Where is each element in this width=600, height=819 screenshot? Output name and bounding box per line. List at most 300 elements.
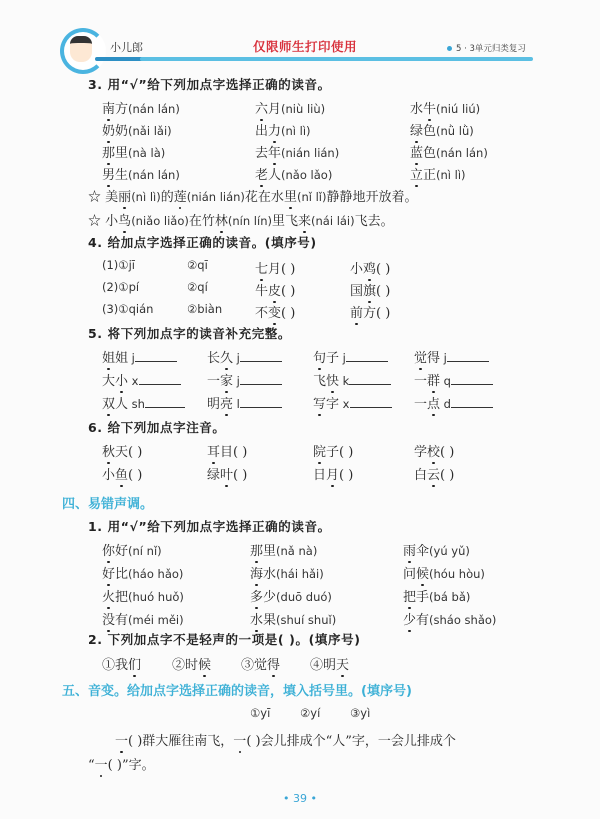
dotted-char: 候 xyxy=(416,567,430,582)
option-item[interactable] xyxy=(102,658,141,673)
list-item xyxy=(410,98,480,117)
pinyin-hint: x xyxy=(339,397,350,411)
pinyin-options[interactable]: (nín lín) xyxy=(227,214,272,228)
word xyxy=(414,397,440,412)
annotate-item[interactable] xyxy=(207,445,247,460)
pinyin-options[interactable]: (nán lán) xyxy=(128,102,180,116)
word xyxy=(403,567,429,582)
pinyin-choice-item[interactable] xyxy=(403,590,470,605)
answer-blank[interactable]: ( ) xyxy=(233,468,248,483)
char: 去 xyxy=(255,146,269,161)
word xyxy=(102,445,128,460)
list-item xyxy=(414,393,493,412)
char: 果 xyxy=(263,613,277,628)
char: 手 xyxy=(416,590,430,605)
option-1: (3)①qián xyxy=(102,302,154,316)
dotted-char: 来 xyxy=(298,214,312,229)
answer-blank[interactable] xyxy=(145,395,185,408)
word xyxy=(102,397,128,412)
list-item xyxy=(414,441,454,460)
dotted-char: 力 xyxy=(268,124,282,139)
dotted-char: 六 xyxy=(255,102,269,117)
answer-blank[interactable] xyxy=(350,395,392,408)
option-2: ②biàn xyxy=(187,302,223,316)
char: 人 xyxy=(268,168,282,183)
list-item xyxy=(403,586,470,605)
answer-item[interactable] xyxy=(350,284,390,299)
word xyxy=(255,262,281,277)
answer-blank[interactable] xyxy=(240,349,282,362)
pinyin-options[interactable]: (méi měi) xyxy=(128,613,184,627)
pinyin-choice-item[interactable] xyxy=(250,590,332,605)
dotted-char: 群 xyxy=(427,374,441,389)
dotted-char: 水 xyxy=(250,613,264,628)
answer-blank[interactable]: ( ) xyxy=(281,284,296,299)
pinyin-options[interactable]: (nán lán) xyxy=(436,146,488,160)
list-item xyxy=(102,586,184,605)
dotted-char: 男 xyxy=(102,168,116,183)
char: 小 xyxy=(350,262,364,277)
pinyin-choice-item[interactable] xyxy=(410,146,488,161)
list-item xyxy=(350,706,370,721)
pinyin-options[interactable]: (nǎo lǎo) xyxy=(281,168,333,182)
fill-item[interactable] xyxy=(313,397,392,412)
list-item xyxy=(102,370,181,389)
char: 人 xyxy=(115,397,129,412)
fill-item[interactable] xyxy=(414,351,489,366)
list-item xyxy=(250,563,324,582)
annotate-item[interactable] xyxy=(102,468,142,483)
list-item xyxy=(102,258,135,273)
pinyin-options[interactable]: (sháo shǎo) xyxy=(429,613,497,627)
fill-item[interactable] xyxy=(313,374,391,389)
dotted-char: 多 xyxy=(250,590,264,605)
word xyxy=(350,306,376,321)
bullet-dot-icon xyxy=(447,46,452,51)
answer-blank[interactable] xyxy=(135,349,177,362)
word xyxy=(207,445,233,460)
list-item xyxy=(255,280,295,299)
answer-blank[interactable]: ( ) xyxy=(376,262,391,277)
dotted-char: 觉 xyxy=(414,351,428,366)
fill-item[interactable] xyxy=(313,351,388,366)
dotted-char: 旗 xyxy=(363,284,377,299)
answer-blank[interactable]: ( ) xyxy=(339,445,354,460)
word xyxy=(254,658,280,673)
answer-blank[interactable]: ( ) xyxy=(440,468,455,483)
word xyxy=(255,124,281,139)
dotted-char: 得 xyxy=(267,658,281,673)
annotate-item[interactable] xyxy=(414,445,454,460)
pinyin-choice-item[interactable] xyxy=(255,124,311,139)
list-item xyxy=(102,464,142,483)
annotate-item[interactable] xyxy=(414,468,454,483)
word xyxy=(350,262,376,277)
option-1: (1)①jī xyxy=(102,258,135,272)
fill-item[interactable] xyxy=(414,374,493,389)
char: 生 xyxy=(115,168,129,183)
word xyxy=(414,374,440,389)
pinyin-options[interactable]: (shuí shuǐ) xyxy=(276,613,337,627)
word xyxy=(115,658,141,673)
pinyin-choice-item[interactable] xyxy=(403,544,470,559)
pinyin-options[interactable]: (bá bǎ) xyxy=(429,590,471,604)
char: 子 xyxy=(326,445,340,460)
answer-blank[interactable] xyxy=(346,349,388,362)
dotted-char: 前 xyxy=(350,306,364,321)
pinyin-hint: l xyxy=(233,397,240,411)
list-item xyxy=(102,441,142,460)
dotted-char: 好 xyxy=(102,567,116,582)
pinyin-choice-item[interactable] xyxy=(250,544,317,559)
list-item xyxy=(313,464,353,483)
dotted-char: 一 xyxy=(115,734,129,749)
dotted-char: 耳 xyxy=(207,445,221,460)
pinyin-choice-item[interactable] xyxy=(102,102,180,117)
answer-blank[interactable] xyxy=(447,349,489,362)
answer-blank[interactable]: ( ) xyxy=(339,468,354,483)
dotted-char: 少 xyxy=(403,613,417,628)
list-item xyxy=(350,258,390,277)
pinyin-options[interactable]: (niù liù) xyxy=(281,102,326,116)
pinyin-choice-item[interactable] xyxy=(255,146,339,161)
dotted-char: 鱼 xyxy=(115,468,129,483)
dotted-char: 云 xyxy=(427,468,441,483)
question-4-title: 4. 给加点字选择正确的读音。(填序号) xyxy=(88,235,317,250)
sentence-text: 在竹 xyxy=(188,214,215,229)
word xyxy=(313,445,339,460)
dotted-char: 一 xyxy=(233,734,247,749)
char: 少 xyxy=(263,590,277,605)
option-item[interactable] xyxy=(310,658,349,673)
word xyxy=(207,351,233,366)
pinyin-options[interactable]: (niǎo liǎo) xyxy=(131,214,189,228)
option-item[interactable] xyxy=(172,658,211,673)
dotted-char: 候 xyxy=(198,658,212,673)
option-number: ① xyxy=(102,658,116,673)
unit-label: 5 · 3单元归类复习 xyxy=(447,42,526,54)
list-item xyxy=(313,347,388,366)
answer-blank[interactable]: ( ) xyxy=(281,306,296,321)
word xyxy=(250,544,276,559)
fill-item[interactable] xyxy=(102,351,177,366)
question-3-sentence-1 xyxy=(88,186,417,205)
dotted-char: 那 xyxy=(102,146,116,161)
pinyin-options[interactable]: (niú liú) xyxy=(436,102,481,116)
char: 明 xyxy=(323,658,337,673)
char: 里 xyxy=(263,544,277,559)
pinyin-options[interactable]: (hái hǎi) xyxy=(276,567,324,581)
pinyin-choice-item[interactable] xyxy=(403,567,485,582)
answer-blank[interactable]: ( )群大雁往南飞， xyxy=(128,734,234,749)
char: 日 xyxy=(313,468,327,483)
answer-item[interactable] xyxy=(350,262,390,277)
dotted-char: 牛 xyxy=(423,102,437,117)
word xyxy=(207,397,233,412)
annotate-item[interactable] xyxy=(313,445,353,460)
answer-blank[interactable] xyxy=(240,395,282,408)
char: 好 xyxy=(115,544,129,559)
pinyin-options[interactable]: (nǐ lǐ) xyxy=(296,190,327,204)
pinyin-options[interactable]: (nán lán) xyxy=(128,168,180,182)
word xyxy=(102,102,128,117)
section-4-title: 四、易错声调。 xyxy=(62,497,154,512)
answer-blank[interactable] xyxy=(240,372,282,385)
pinyin-choice-item[interactable] xyxy=(102,544,162,559)
pinyin-hint: k xyxy=(339,374,350,388)
pinyin-choice-item[interactable] xyxy=(102,590,184,605)
pinyin-options[interactable]: (nián lián) xyxy=(281,146,340,160)
star-icon: ☆ xyxy=(88,190,102,205)
header-divider-accent xyxy=(95,57,145,61)
dotted-char: 亮 xyxy=(220,397,234,412)
pinyin-options[interactable]: (nǎ nà) xyxy=(276,544,318,558)
dotted-char: 们 xyxy=(128,658,142,673)
pinyin-options[interactable]: (nì lì) xyxy=(281,124,311,138)
char: 大 xyxy=(102,374,116,389)
pinyin-options[interactable]: (hóu hòu) xyxy=(429,567,485,581)
pinyin-options[interactable]: (nì lì) xyxy=(436,168,466,182)
dotted-char: 句 xyxy=(313,351,327,366)
pinyin-options[interactable]: (nián lián) xyxy=(186,190,245,204)
pinyin-option: ③yì xyxy=(350,706,371,720)
word xyxy=(414,445,440,460)
char: 一 xyxy=(207,374,221,389)
pinyin-choice-item[interactable] xyxy=(102,146,165,161)
pinyin-options[interactable]: (duō duó) xyxy=(276,590,332,604)
char: 学 xyxy=(414,445,428,460)
list-item xyxy=(102,98,180,117)
char: 小 xyxy=(105,214,119,229)
dotted-char: 把 xyxy=(403,590,417,605)
answer-blank[interactable]: ( ) xyxy=(128,445,143,460)
word xyxy=(255,146,281,161)
word xyxy=(403,613,429,628)
pinyin-options[interactable]: (huó huǒ) xyxy=(128,590,184,604)
answer-item[interactable] xyxy=(350,306,390,321)
word xyxy=(255,284,281,299)
pinyin-choice-item[interactable] xyxy=(255,168,332,183)
section-4-question-2-title: 2. 下列加点字不是轻声的一项是( )。(填序号) xyxy=(88,632,361,647)
pinyin-hint: j xyxy=(440,351,447,365)
dotted-char: 老 xyxy=(255,168,269,183)
dotted-char: 月 xyxy=(326,468,340,483)
pinyin-choice-item[interactable] xyxy=(410,102,480,117)
fill-item[interactable] xyxy=(207,374,282,389)
option-item[interactable] xyxy=(241,658,280,673)
header-title: 仅限师生打印使用 xyxy=(253,39,358,54)
mascot-face-icon xyxy=(70,36,92,62)
word xyxy=(313,351,339,366)
char: 小 xyxy=(102,468,116,483)
pinyin-options[interactable]: (ní nǐ) xyxy=(128,544,162,558)
char: 飞 xyxy=(313,374,327,389)
pinyin-options[interactable]: (nǎi lǎi) xyxy=(128,124,172,138)
dotted-char: 鸟 xyxy=(118,214,132,229)
pinyin-choice-item[interactable] xyxy=(102,124,172,139)
list-item xyxy=(255,142,339,161)
list-item xyxy=(414,370,493,389)
word xyxy=(250,590,276,605)
pinyin-choice-item[interactable] xyxy=(403,613,496,628)
option-number: ③ xyxy=(241,658,255,673)
dotted-char: 南 xyxy=(102,102,116,117)
pinyin-choice-item[interactable] xyxy=(102,613,184,628)
question-6-title: 6. 给下列加点字注音。 xyxy=(88,420,226,435)
pinyin-choice-item[interactable] xyxy=(410,168,466,183)
dotted-char: 海 xyxy=(250,567,264,582)
dotted-char: 年 xyxy=(268,146,282,161)
answer-blank[interactable] xyxy=(451,395,493,408)
char: 姐 xyxy=(115,351,129,366)
annotate-item[interactable] xyxy=(207,468,247,483)
answer-blank[interactable]: ( )”字。 xyxy=(107,758,155,773)
pinyin-choice-item[interactable] xyxy=(410,124,474,139)
word xyxy=(102,613,128,628)
char: 有 xyxy=(416,613,430,628)
list-item xyxy=(255,98,325,117)
dotted-char: 七 xyxy=(255,262,269,277)
answer-blank[interactable]: ( ) xyxy=(281,262,296,277)
word xyxy=(414,468,440,483)
dotted-char: 双 xyxy=(102,397,116,412)
list-item xyxy=(350,280,390,299)
star-icon: ☆ xyxy=(88,214,102,229)
pinyin-choice-item[interactable] xyxy=(102,567,183,582)
dotted-char: 快 xyxy=(326,374,340,389)
list-item xyxy=(255,302,295,321)
dotted-char: 校 xyxy=(427,445,441,460)
answer-blank[interactable] xyxy=(139,372,181,385)
word xyxy=(410,124,436,139)
word xyxy=(250,613,276,628)
word xyxy=(102,567,128,582)
dotted-char: 莲 xyxy=(173,190,187,205)
dotted-char: 鸡 xyxy=(363,262,377,277)
sentence-text: 飞去。 xyxy=(354,214,394,229)
list-item xyxy=(102,563,183,582)
answer-blank[interactable]: ( ) xyxy=(233,445,248,460)
pinyin-choice-item[interactable] xyxy=(250,613,336,628)
word xyxy=(410,146,436,161)
list-item xyxy=(102,609,184,628)
list-item xyxy=(300,706,320,721)
pinyin-choice-item[interactable] xyxy=(250,567,324,582)
list-item xyxy=(255,258,295,277)
answer-blank[interactable]: ( ) xyxy=(440,445,455,460)
pinyin-hint: sh xyxy=(128,397,145,411)
question-5-title: 5. 将下列加点字的读音补充完整。 xyxy=(88,326,291,341)
char: 正 xyxy=(423,168,437,183)
fill-item[interactable] xyxy=(207,397,282,412)
word xyxy=(255,102,281,117)
dotted-char: 你 xyxy=(102,544,116,559)
word xyxy=(410,102,436,117)
dotted-char: 奶 xyxy=(102,124,116,139)
brand-name: 小儿郎 xyxy=(110,41,143,54)
section-5-line-2: “一( )”字。 xyxy=(88,758,155,773)
answer-blank[interactable]: ( )会儿排成个“人”字，一会儿排成个 xyxy=(246,734,456,749)
pinyin-choice-item[interactable] xyxy=(102,168,180,183)
word xyxy=(350,284,376,299)
answer-item[interactable] xyxy=(255,262,295,277)
list-item xyxy=(313,441,353,460)
char: 方 xyxy=(363,306,377,321)
list-item xyxy=(102,347,177,366)
fill-item[interactable] xyxy=(414,397,493,412)
pinyin-options[interactable]: (yú yǔ) xyxy=(429,544,470,558)
annotate-item[interactable] xyxy=(102,445,142,460)
char: 月 xyxy=(268,102,282,117)
pinyin-option: ①yī xyxy=(250,706,271,720)
char: 天 xyxy=(115,445,129,460)
dotted-char: 秋 xyxy=(102,445,116,460)
annotate-item[interactable] xyxy=(313,468,353,483)
list-item xyxy=(350,302,390,321)
answer-blank[interactable]: ( ) xyxy=(128,468,143,483)
answer-item[interactable] xyxy=(255,306,295,321)
pinyin-hint: d xyxy=(440,397,451,411)
char: 长 xyxy=(207,351,221,366)
list-item xyxy=(102,393,185,412)
word xyxy=(102,544,128,559)
section-4-question-1-title: 1. 用“√”给下列加点字选择正确的读音。 xyxy=(88,519,331,534)
list-item xyxy=(250,586,332,605)
char: 有 xyxy=(115,613,129,628)
answer-blank[interactable]: ( ) xyxy=(376,284,391,299)
list-item xyxy=(187,302,222,317)
answer-item[interactable] xyxy=(255,284,295,299)
option-2: ②qī xyxy=(187,258,208,272)
pinyin-hint: j xyxy=(339,351,346,365)
pinyin-options[interactable]: (nì lì) xyxy=(131,190,161,204)
char: 绿 xyxy=(207,468,221,483)
option-1: (2)①pí xyxy=(102,280,140,294)
option-number: ② xyxy=(172,658,186,673)
dotted-char: 叶 xyxy=(220,468,234,483)
dotted-char: 点 xyxy=(427,397,441,412)
fill-item[interactable] xyxy=(102,397,185,412)
word xyxy=(207,468,233,483)
dotted-char: 姐 xyxy=(102,351,116,366)
char: 觉 xyxy=(254,658,268,673)
pinyin-choice-item[interactable] xyxy=(255,102,325,117)
char: 色 xyxy=(423,124,437,139)
fill-item[interactable] xyxy=(102,374,181,389)
word xyxy=(255,306,281,321)
answer-blank[interactable]: ( ) xyxy=(376,306,391,321)
dotted-char: 一 xyxy=(94,758,108,773)
char: 牛 xyxy=(255,284,269,299)
char: 色 xyxy=(423,146,437,161)
answer-blank[interactable] xyxy=(451,372,493,385)
pinyin-options[interactable]: (háo hǎo) xyxy=(128,567,184,581)
pinyin-options[interactable]: (nà là) xyxy=(128,146,166,160)
sentence-text: 静静地开放着。 xyxy=(326,190,418,205)
char: 水 xyxy=(263,567,277,582)
fill-item[interactable] xyxy=(207,351,282,366)
pinyin-options[interactable]: (nǜ lǜ) xyxy=(436,124,474,138)
char: 水 xyxy=(410,102,424,117)
answer-blank[interactable] xyxy=(349,372,391,385)
pinyin-options[interactable]: (nái lái) xyxy=(311,214,355,228)
list-item xyxy=(102,164,180,183)
char: 问 xyxy=(403,567,417,582)
pinyin-hint: j xyxy=(128,351,135,365)
dotted-char: 林 xyxy=(214,214,228,229)
dotted-char: 久 xyxy=(220,351,234,366)
pinyin-option: ②yí xyxy=(300,706,321,720)
